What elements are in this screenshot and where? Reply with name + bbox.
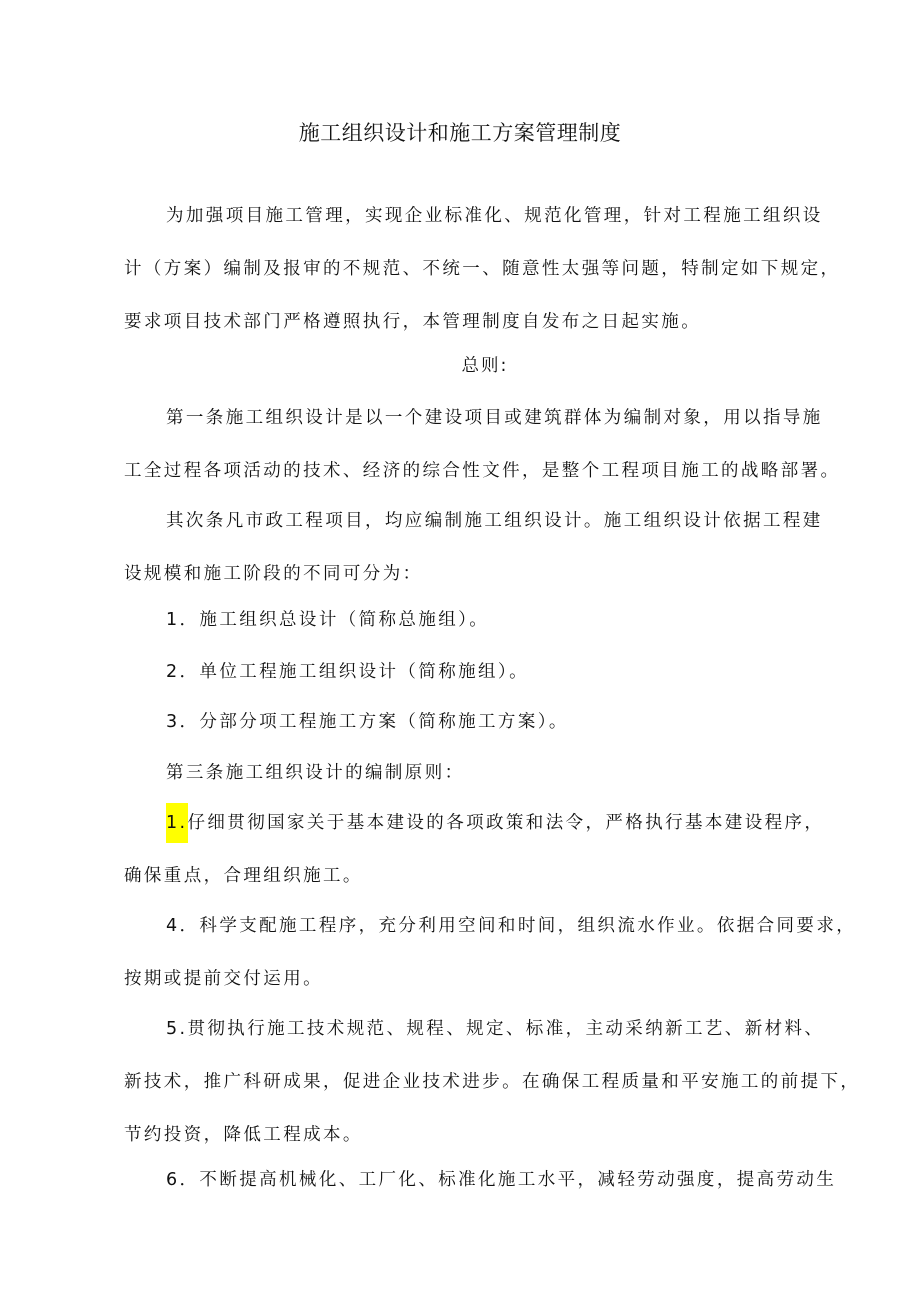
intro-paragraph xyxy=(124,190,841,349)
document-title: 施工组织设计和施工方案管理制度 xyxy=(298,121,622,145)
principle-1 xyxy=(124,797,836,903)
principle-6 xyxy=(166,1154,836,1207)
item-3-text: 3．分部分项工程施工方案（简称施工方案）。 xyxy=(166,712,569,732)
article-3 xyxy=(166,747,836,800)
principle-6-line-1: 6．不断提高机械化、工厂化、标准化施工水平，减轻劳动强度，提高劳动生 xyxy=(166,1170,837,1190)
principle-5-line-2: 新技术，推广科研成果，促进企业技术进步。在确保工程质量和平安施工的前提下， xyxy=(124,1072,861,1092)
item-2 xyxy=(166,646,836,699)
principle-4-line-1: 4．科学支配施工程序，充分利用空间和时间，组织流水作业。依据合同要求， xyxy=(166,916,857,936)
article-1-line-2: 工全过程各项活动的技术、经济的综合性文件，是整个工程项目施工的战略部署。 xyxy=(124,461,841,481)
intro-line-2: 计（方案）编制及报审的不规范、不统一、随意性太强等问题，特制定如下规定， xyxy=(124,259,841,279)
article-2-line-2: 设规模和施工阶段的不同可分为： xyxy=(124,564,423,584)
principle-4-line-2: 按期或提前交付运用。 xyxy=(124,969,323,989)
general-heading: 总则: xyxy=(461,356,509,376)
article-3-text: 第三条施工组织设计的编制原则： xyxy=(166,763,465,783)
principle-1-line-2: 确保重点，合理组织施工。 xyxy=(124,866,363,886)
article-2 xyxy=(124,495,836,601)
principle-1-line-1-text: 仔细贯彻国家关于基本建设的各项政策和法令，严格执行基本建设程序， xyxy=(187,813,825,833)
intro-line-3: 要求项目技术部门严格遵照执行，本管理制度自发布之日起实施。 xyxy=(124,312,702,332)
article-1 xyxy=(124,392,841,498)
item-1-text: 1．施工组织总设计（简称总施组）。 xyxy=(166,610,490,630)
principle-4 xyxy=(124,900,857,1006)
principle-5-line-3: 节约投资，降低工程成本。 xyxy=(124,1125,363,1145)
highlight-marker: 1. xyxy=(166,803,188,843)
item-1 xyxy=(166,594,836,647)
intro-line-1: 为加强项目施工管理，实现企业标准化、规范化管理，针对工程施工组织设 xyxy=(166,206,823,226)
article-1-line-1: 第一条施工组织设计是以一个建设项目或建筑群体为编制对象，用以指导施 xyxy=(166,408,823,428)
principle-5-line-1: 5.贯彻执行施工技术规范、规程、规定、标准，主动采纳新工艺、新材料、 xyxy=(166,1019,825,1039)
item-2-text: 2．单位工程施工组织设计（简称施组）。 xyxy=(166,662,529,682)
article-2-line-1: 其次条凡市政工程项目，均应编制施工组织设计。施工组织设计依据工程建 xyxy=(166,511,823,531)
principle-5 xyxy=(124,1003,861,1162)
principle-1-line-1 xyxy=(166,797,836,850)
item-3 xyxy=(166,696,836,749)
